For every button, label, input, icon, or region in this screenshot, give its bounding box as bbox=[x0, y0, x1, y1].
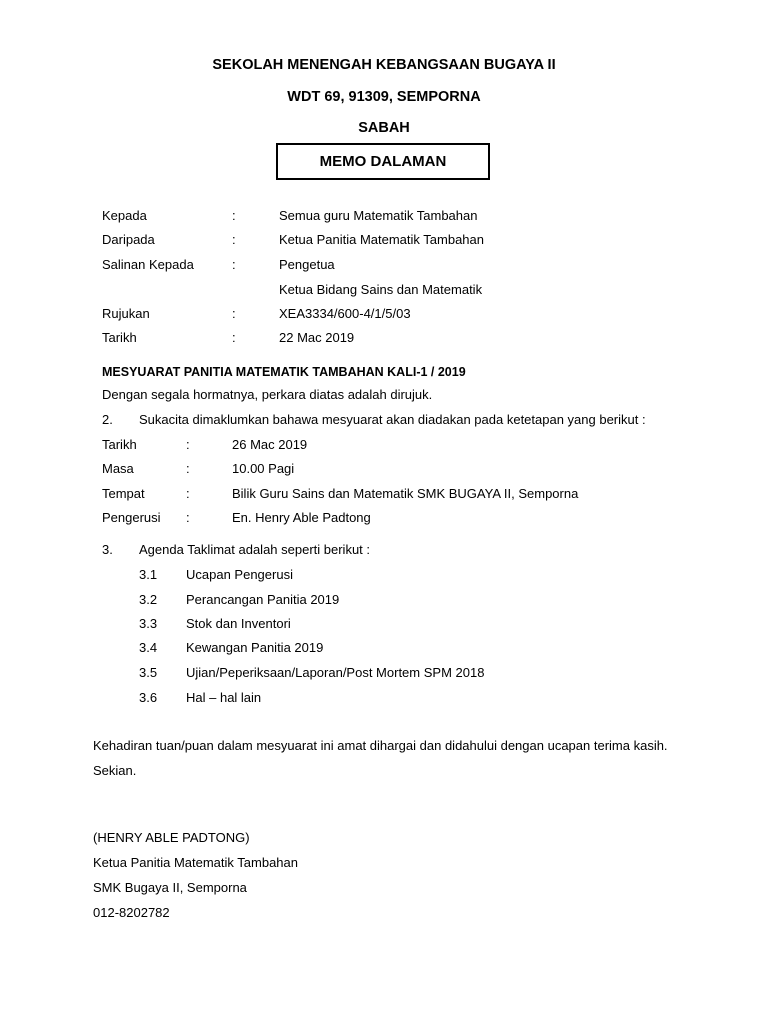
routing-sep: : bbox=[232, 330, 236, 345]
routing-sep: : bbox=[232, 232, 236, 247]
signatory-phone: 012-8202782 bbox=[93, 905, 170, 920]
agenda-item-text: Ujian/Peperiksaan/Laporan/Post Mortem SPM 2018 bbox=[186, 665, 485, 680]
agenda-item-text: Perancangan Panitia 2019 bbox=[186, 592, 340, 607]
agenda-item-text: Hal – hal lain bbox=[186, 690, 262, 705]
meeting-value-masa: 10.00 Pagi bbox=[232, 461, 295, 476]
agenda-item-text: Kewangan Panitia 2019 bbox=[186, 640, 324, 655]
meeting-value-tarikh: 26 Mac 2019 bbox=[232, 437, 308, 452]
meeting-label-masa: Masa bbox=[102, 461, 134, 476]
routing-value-daripada: Ketua Panitia Matematik Tambahan bbox=[279, 232, 484, 247]
para3-text: Agenda Taklimat adalah seperti berikut : bbox=[139, 542, 371, 557]
routing-value-salinan-1: Pengetua bbox=[279, 257, 335, 272]
memo-title-box bbox=[276, 143, 490, 180]
meeting-sep: : bbox=[186, 461, 190, 476]
closing-text: Kehadiran tuan/puan dalam mesyuarat ini amat dihargai dan didahului dengan ucapan terima kasih. bbox=[93, 738, 668, 753]
school-state: SABAH bbox=[358, 120, 410, 136]
para2-text: Sukacita dimaklumkan bahawa mesyuarat akan diadakan pada ketetapan yang berikut : bbox=[139, 412, 646, 427]
routing-sep: : bbox=[232, 306, 236, 321]
agenda-item-number: 3.1 bbox=[139, 567, 158, 582]
routing-label-tarikh: Tarikh bbox=[102, 330, 137, 345]
school-name: SEKOLAH MENENGAH KEBANGSAAN BUGAYA II bbox=[212, 57, 556, 73]
school-address: WDT 69, 91309, SEMPORNA bbox=[287, 89, 481, 105]
signatory-position: Ketua Panitia Matematik Tambahan bbox=[93, 855, 298, 870]
meeting-value-pengerusi: En. Henry Able Padtong bbox=[232, 510, 371, 525]
agenda-item-number: 3.6 bbox=[139, 690, 158, 705]
meeting-sep: : bbox=[186, 437, 190, 452]
agenda-item-number: 3.4 bbox=[139, 640, 158, 655]
meeting-sep: : bbox=[186, 510, 190, 525]
para2-number: 2. bbox=[102, 412, 113, 427]
routing-label-kepada: Kepada bbox=[102, 208, 147, 223]
sekian-text: Sekian. bbox=[93, 763, 137, 778]
agenda-item-number: 3.2 bbox=[139, 592, 158, 607]
memo-title: MEMO DALAMAN bbox=[319, 153, 447, 170]
greeting: Dengan segala hormatnya, perkara diatas adalah dirujuk. bbox=[102, 387, 433, 402]
routing-label-daripada: Daripada bbox=[102, 232, 155, 247]
para3-number: 3. bbox=[102, 542, 113, 557]
signatory-school: SMK Bugaya II, Semporna bbox=[93, 880, 247, 895]
signatory-name: (HENRY ABLE PADTONG) bbox=[93, 830, 250, 845]
agenda-item-number: 3.5 bbox=[139, 665, 158, 680]
routing-label-salinan: Salinan Kepada bbox=[102, 257, 194, 272]
agenda-item-text: Stok dan Inventori bbox=[186, 616, 291, 631]
meeting-label-tarikh: Tarikh bbox=[102, 437, 137, 452]
meeting-sep: : bbox=[186, 486, 190, 501]
meeting-label-tempat: Tempat bbox=[102, 486, 145, 501]
routing-value-tarikh: 22 Mac 2019 bbox=[279, 330, 355, 345]
memo-subject: MESYUARAT PANITIA MATEMATIK TAMBAHAN KALI-1 / 2019 bbox=[102, 365, 466, 379]
routing-value-rujukan: XEA3334/600-4/1/5/03 bbox=[279, 306, 411, 321]
meeting-label-pengerusi: Pengerusi bbox=[102, 510, 161, 525]
agenda-item-text: Ucapan Pengerusi bbox=[186, 567, 293, 582]
routing-label-rujukan: Rujukan bbox=[102, 306, 150, 321]
routing-value-salinan-2: Ketua Bidang Sains dan Matematik bbox=[279, 282, 483, 297]
meeting-value-tempat: Bilik Guru Sains dan Matematik SMK BUGAYA II, Semporna bbox=[232, 486, 579, 501]
routing-value-kepada: Semua guru Matematik Tambahan bbox=[279, 208, 478, 223]
routing-sep: : bbox=[232, 257, 236, 272]
routing-sep: : bbox=[232, 208, 236, 223]
agenda-item-number: 3.3 bbox=[139, 616, 158, 631]
